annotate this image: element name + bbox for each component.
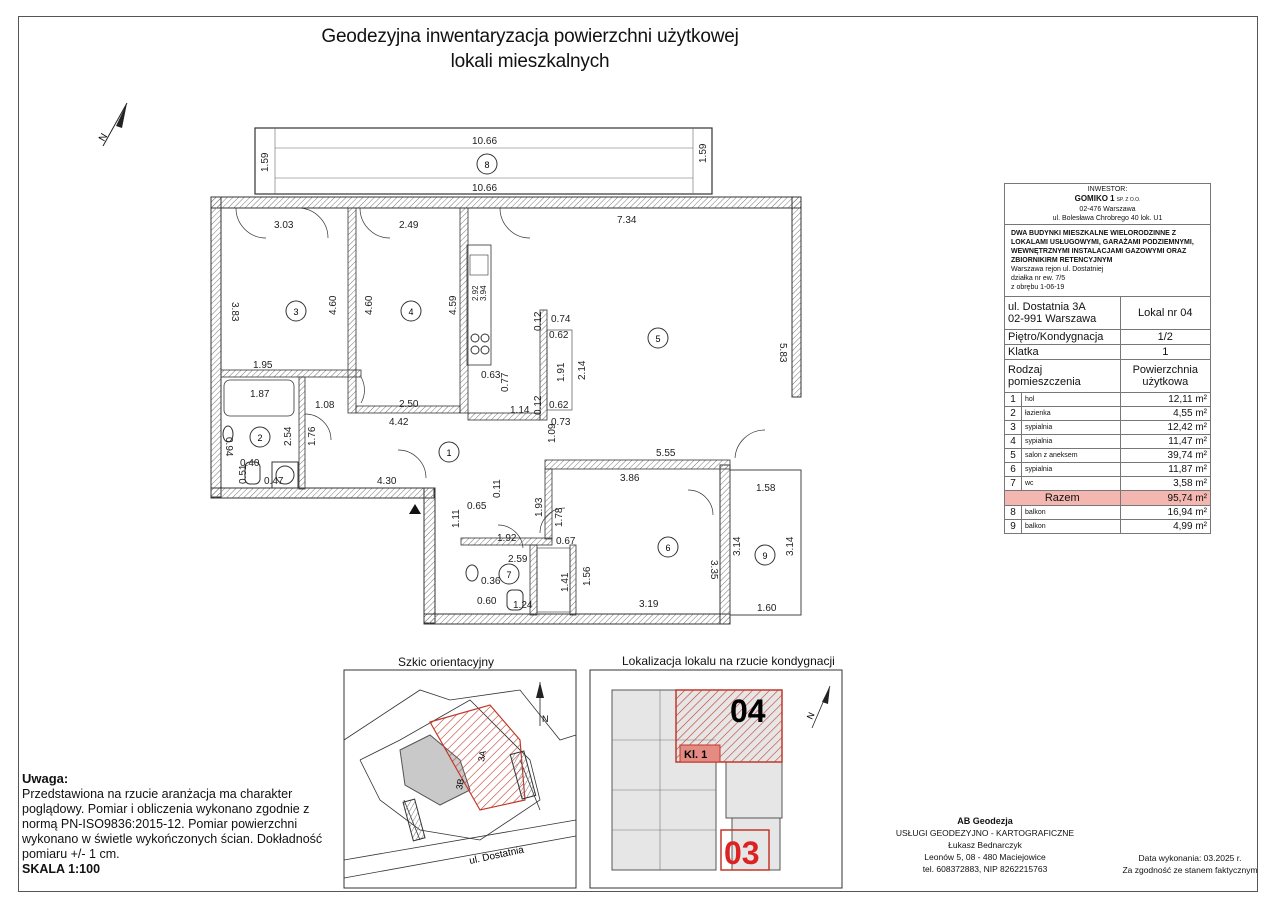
company-block (890, 815, 1080, 875)
svg-text:2.54: 2.54 (283, 426, 294, 446)
room-row (1005, 407, 1211, 421)
svg-text:0.51: 0.51 (238, 464, 249, 484)
svg-text:4.30: 4.30 (377, 476, 397, 487)
info-table (1004, 183, 1211, 534)
room-name: hol (1022, 393, 1121, 407)
svg-text:3.83: 3.83 (229, 302, 240, 322)
svg-text:1.59: 1.59 (260, 152, 271, 172)
svg-text:0.36: 0.36 (481, 576, 501, 587)
total-unit: m² (1195, 492, 1207, 504)
location-north-label: N (804, 710, 817, 721)
svg-text:0.60: 0.60 (477, 596, 497, 607)
svg-text:7: 7 (506, 570, 512, 580)
svg-text:1.95: 1.95 (253, 360, 273, 371)
dates-block (1120, 852, 1260, 876)
svg-text:3.19: 3.19 (639, 599, 659, 610)
svg-text:3: 3 (293, 307, 299, 317)
north-label: N (97, 131, 111, 144)
svg-text:1: 1 (446, 448, 452, 458)
room-label-5 (648, 328, 668, 348)
svg-text:4.60: 4.60 (364, 295, 375, 315)
north-arrow-icon (97, 103, 127, 146)
address-line2: 02-991 Warszawa (1008, 313, 1097, 325)
company-owner: Łukasz Bednarczyk (948, 840, 1022, 850)
project-line3: z obrębu 1-06-19 (1011, 284, 1065, 291)
svg-text:10.66: 10.66 (472, 183, 498, 194)
room-row (1005, 435, 1211, 449)
room-name: wc (1022, 477, 1121, 491)
svg-text:1.87: 1.87 (250, 389, 270, 400)
location-unit-03-label: 03 (724, 835, 760, 871)
investor-street: ul. Bolesława Chrobrego 40 lok. U1 (1052, 215, 1163, 222)
svg-text:10.66: 10.66 (472, 136, 498, 147)
company-contact: tel. 608372883, NIP 8262215763 (922, 864, 1048, 874)
header-room-type: Rodzaj pomieszczenia (1005, 360, 1121, 393)
svg-text:1.93: 1.93 (534, 497, 545, 517)
header-area: Powierzchnia użytkowa (1120, 360, 1210, 393)
investor-cell (1005, 184, 1211, 225)
svg-text:4.42: 4.42 (389, 417, 409, 428)
svg-text:1.58: 1.58 (756, 483, 776, 494)
svg-text:3.14: 3.14 (732, 536, 743, 556)
location-stair-label: Kl. 1 (684, 749, 708, 761)
room-label-4 (401, 301, 421, 321)
svg-text:3.14: 3.14 (785, 536, 796, 556)
room-number: 8 (1005, 506, 1022, 520)
svg-text:5.55: 5.55 (656, 448, 676, 459)
orientation-sketch (344, 670, 576, 888)
room-labels (250, 154, 775, 584)
svg-text:1.91: 1.91 (556, 362, 567, 382)
address-line1: ul. Dostatnia 3A (1008, 301, 1086, 313)
svg-text:6: 6 (665, 543, 671, 553)
room-row (1005, 520, 1211, 534)
svg-text:1.78: 1.78 (554, 507, 565, 527)
svg-text:3.94: 3.94 (479, 285, 488, 301)
room-number: 2 (1005, 407, 1022, 421)
investor-heading: INWESTOR: (1087, 186, 1128, 193)
total-area: 95,74 (1167, 492, 1193, 504)
room-label-6 (658, 537, 678, 557)
svg-text:0.47: 0.47 (264, 476, 284, 487)
svg-text:1.60: 1.60 (757, 603, 777, 614)
date-conformity: Za zgodność ze stanem faktycznym (1122, 865, 1258, 875)
svg-text:2.14: 2.14 (577, 360, 588, 380)
svg-text:2.50: 2.50 (399, 399, 419, 410)
room-row (1005, 463, 1211, 477)
company-services: USŁUGI GEODEZYJNO - KARTOGRAFICZNE (895, 828, 1075, 838)
svg-text:0.12: 0.12 (533, 395, 544, 415)
notes (22, 771, 342, 877)
project-cell (1005, 225, 1211, 297)
room-number: 3 (1005, 421, 1022, 435)
room-label-3 (286, 301, 306, 321)
svg-text:0.65: 0.65 (467, 501, 487, 512)
room-name: salon z aneksem (1022, 449, 1121, 463)
room-name: balkon (1022, 506, 1121, 520)
svg-text:5.83: 5.83 (777, 343, 788, 363)
location-plan (590, 670, 842, 888)
svg-text:4.59: 4.59 (448, 295, 459, 315)
svg-text:0.73: 0.73 (551, 417, 571, 428)
svg-text:1.09: 1.09 (547, 423, 558, 443)
svg-text:1.76: 1.76 (307, 426, 318, 446)
room-number: 7 (1005, 477, 1022, 491)
stair-label: Klatka (1005, 345, 1121, 360)
svg-text:0.11: 0.11 (492, 479, 503, 498)
svg-text:7.34: 7.34 (617, 215, 637, 226)
scale-label: SKALA 1:100 (22, 862, 101, 876)
room-name: sypialnia (1022, 421, 1121, 435)
svg-text:9: 9 (762, 551, 768, 561)
room-label-8 (477, 154, 497, 174)
sketch-building-3b-label: 3B (454, 777, 466, 791)
svg-text:0.40: 0.40 (240, 458, 260, 469)
notes-heading: Uwaga: (22, 771, 69, 786)
total-row (1005, 491, 1211, 506)
date-executed: Data wykonania: 03.2025 r. (1138, 853, 1242, 863)
room-area: 4,99 m² (1120, 520, 1210, 534)
room-area: 12,11 m² (1120, 393, 1210, 407)
total-label: Razem (1005, 491, 1121, 506)
sketch-north-label: N (542, 714, 549, 724)
room-label-1 (439, 442, 459, 462)
room-area: 3,58 m² (1120, 477, 1210, 491)
svg-text:8: 8 (484, 160, 490, 170)
project-line2: działka nr ew. 7/5 (1011, 275, 1066, 282)
room-area: 39,74 m² (1120, 449, 1210, 463)
room-name: łazienka (1022, 407, 1121, 421)
room-row (1005, 477, 1211, 491)
stair-value: 1 (1120, 345, 1210, 360)
svg-text:1.92: 1.92 (497, 533, 517, 544)
room-name: balkon (1022, 520, 1121, 534)
svg-text:5: 5 (655, 334, 661, 344)
svg-text:2.49: 2.49 (399, 220, 419, 231)
svg-text:1.59: 1.59 (698, 143, 709, 163)
room-number: 4 (1005, 435, 1022, 449)
company-address: Leonów 5, 08 - 480 Maciejowice (924, 852, 1046, 862)
svg-text:3.35: 3.35 (708, 560, 719, 580)
svg-text:0.94: 0.94 (223, 437, 234, 457)
location-title: Lokalizacja lokalu na rzucie kondygnacji (622, 654, 835, 668)
room-row (1005, 506, 1211, 520)
svg-text:2.92: 2.92 (471, 285, 480, 301)
project-line1: Warszawa rejon ul. Dostatniej (1011, 266, 1104, 273)
project-description: DWA BUDYNKI MIESZKALNE WIELORODZINNE Z LOKALAMI USŁUGOWYMI, GARAŻAMI PODZIEMNYMI, WEWNĘTRZNYMI INSTALACJAMI GAZOWYMI ORAZ ZBIORNIKIRM RETENCYJNYM (1011, 230, 1194, 264)
room-name: sypialnia (1022, 435, 1121, 449)
room-number: 5 (1005, 449, 1022, 463)
room-row (1005, 393, 1211, 407)
investor-suffix: SP. Z O.O. (1116, 197, 1141, 203)
company-name: AB Geodezja (957, 816, 1013, 826)
room-label-9 (755, 545, 775, 565)
sketch-building-3a-label: 3A (476, 749, 488, 763)
page-title: Geodezyjna inwentaryzacja powierzchni użytkowej lokali mieszkalnych (321, 26, 739, 72)
room-name: sypialnia (1022, 463, 1121, 477)
unit-value: 04 (1180, 307, 1193, 319)
svg-text:3.86: 3.86 (620, 473, 640, 484)
svg-text:1.41: 1.41 (560, 572, 571, 592)
svg-text:1.14: 1.14 (510, 405, 530, 416)
room-area: 11,87 m² (1120, 463, 1210, 477)
sketch-street-label: ul. Dostatnia (468, 844, 526, 867)
room-number: 1 (1005, 393, 1022, 407)
room-label-7 (499, 564, 519, 584)
svg-text:2.59: 2.59 (508, 554, 528, 565)
room-row (1005, 449, 1211, 463)
svg-text:3.03: 3.03 (274, 220, 294, 231)
svg-text:1.24: 1.24 (513, 600, 533, 611)
svg-text:0.74: 0.74 (551, 314, 571, 325)
svg-text:1.08: 1.08 (315, 400, 335, 411)
svg-text:0.62: 0.62 (549, 400, 569, 411)
svg-text:0.12: 0.12 (533, 311, 544, 331)
investor-name: GOMIKO 1 (1074, 194, 1115, 203)
svg-text:0.67: 0.67 (556, 536, 576, 547)
room-number: 6 (1005, 463, 1022, 477)
room-area: 11,47 m² (1120, 435, 1210, 449)
room-area: 16,94 m² (1120, 506, 1210, 520)
room-label-2 (250, 427, 270, 447)
svg-text:0.63: 0.63 (481, 370, 501, 381)
svg-text:4: 4 (408, 307, 414, 317)
floor-value: 1/2 (1120, 330, 1210, 345)
svg-text:1.11: 1.11 (451, 509, 462, 528)
unit-label: Lokal nr (1138, 307, 1178, 319)
interior-walls (221, 208, 730, 615)
svg-text:1.56: 1.56 (582, 566, 593, 586)
floor-label: Piętro/Kondygnacja (1005, 330, 1121, 345)
notes-text: Przedstawiona na rzucie aranżacja ma charakter poglądowy. Pomiar i obliczenia wykonano zgodnie z normą PN-ISO9836:2015-12. Pomiar powierzchni wykonano w świetle wykończonych ścian. Dokładność pomiaru +/- 1 cm. (22, 787, 323, 861)
svg-text:2: 2 (257, 433, 263, 443)
svg-text:4.60: 4.60 (328, 295, 339, 315)
investor-city: 02-476 Warszawa (1079, 206, 1136, 213)
room-area: 12,42 m² (1120, 421, 1210, 435)
sketch-title: Szkic orientacyjny (398, 655, 495, 669)
room-area: 4,55 m² (1120, 407, 1210, 421)
room-row (1005, 421, 1211, 435)
room-number: 9 (1005, 520, 1022, 534)
svg-text:0.62: 0.62 (549, 330, 569, 341)
location-unit-04-label: 04 (730, 693, 766, 729)
svg-text:0.77: 0.77 (500, 372, 511, 392)
